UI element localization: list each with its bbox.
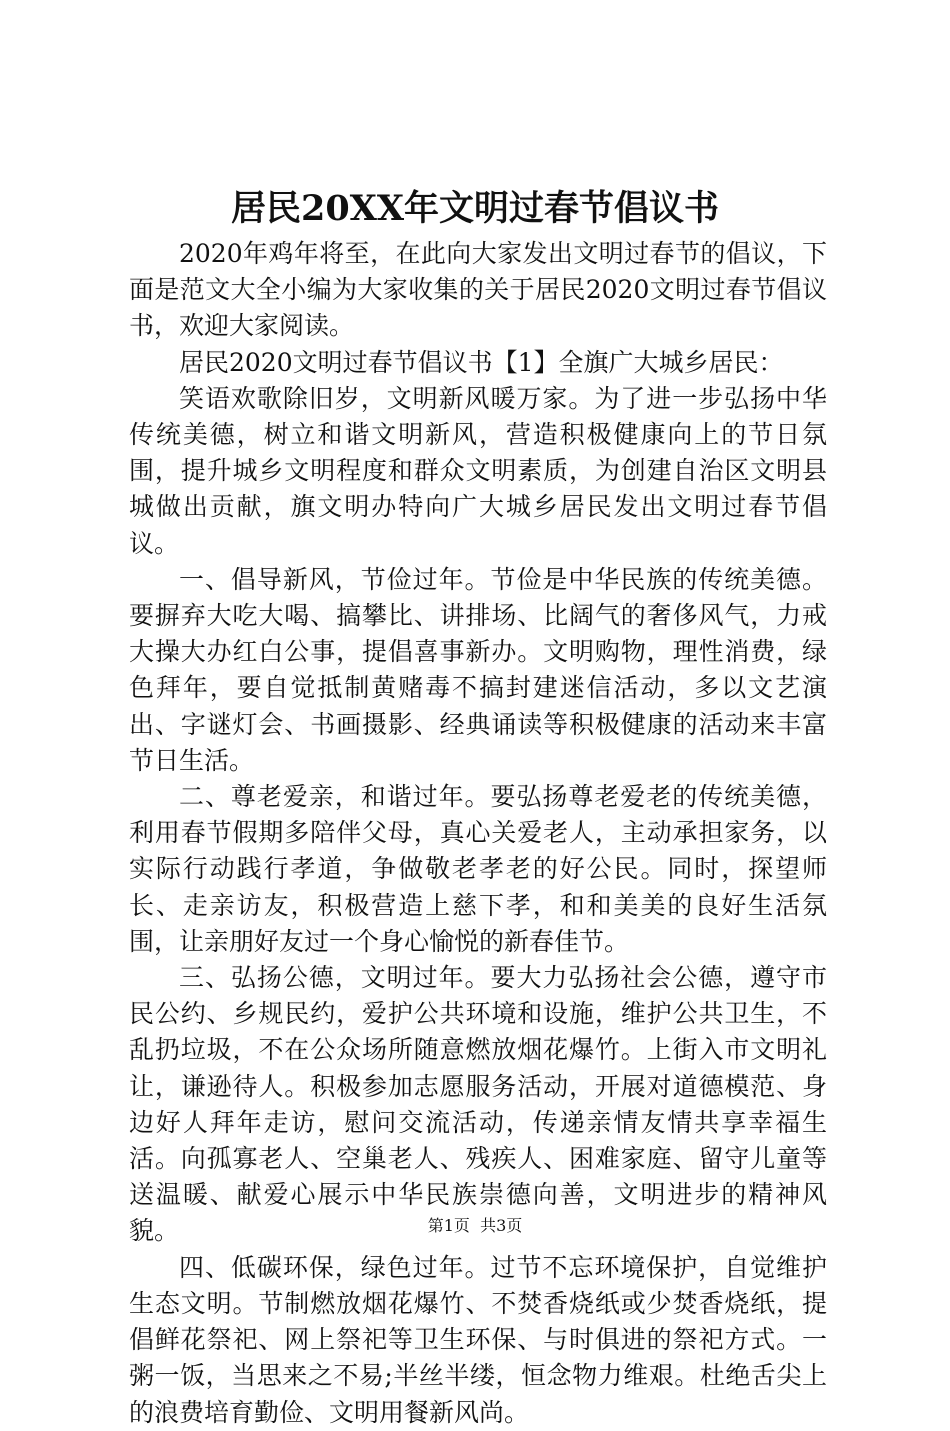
document-title: 居民20XX年文明过春节倡议书 (230, 188, 720, 229)
paragraph-opening: 笑语欢歌除旧岁，文明新风暖万家。为了进一步弘扬中华传统美德，树立和谐文明新风，营造积极健康向上的节日氛围，提升城乡文明程度和群众文明素质，为创建自治区文明县城做出贡献，旗文明办特向广大城乡居民发出文明过春节倡议。 (129, 383, 827, 558)
paragraph-point-1: 一、倡导新风，节俭过年。节俭是中华民族的传统美德。要摒弃大吃大喝、搞攀比、讲排场、比阔气的奢侈风气，力戒大操大办红白公事，提倡喜事新办。文明购物，理性消费，绿色拜年，要自觉抵制黄赌毒不搞封建迷信活动，多以文艺演出、字谜灯会、书画摄影、经典诵读等积极健康的活动来丰富节日生活。 (129, 564, 827, 775)
paragraph-intro: 2020年鸡年将至，在此向大家发出文明过春节的倡议，下面是范文大全小编为大家收集的关于居民2020文明过春节倡议书，欢迎大家阅读。 (129, 239, 827, 341)
page-number-current: 第1页 (427, 1216, 470, 1235)
paragraph-point-3: 三、弘扬公德，文明过年。要大力弘扬社会公德，遵守市民公约、乡规民约，爱护公共环境和设施，维护公共卫生，不乱扔垃圾，不在公众场所随意燃放烟花爆竹。上街入市文明礼让，谦逊待人。积极参加志愿服务活动，开展对道德模范、身边好人拜年走访，慰问交流活动，传递亲情友情共享幸福生活。向孤寡老人、空巢老人、残疾人、困难家庭、留守儿童等送温暖、献爱心展示中华民族崇德向善，文明进步的精神风貌。 (129, 963, 827, 1246)
paragraph-point-2: 二、尊老爱亲，和谐过年。要弘扬尊老爱老的传统美德，利用春节假期多陪伴父母，真心关爱老人，主动承担家务，以实际行动践行孝道，争做敬老孝老的好公民。同时，探望师长、走亲访友，积极营造上慈下孝，和和美美的良好生活氛围，让亲朋好友过一个身心愉悦的新春佳节。 (129, 782, 827, 956)
page-number-total: 共3页 (480, 1216, 523, 1235)
paragraph-point-4: 四、低碳环保，绿色过年。过节不忘环境保护，自觉维护生态文明。节制燃放烟花爆竹、不焚香烧纸或少焚香烧纸，提倡鲜花祭祀、网上祭祀等卫生环保、与时俱进的祭祀方式。一粥一饭，当思来之不易;半丝半缕，恒念物力维艰。杜绝舌尖上的浪费培育勤俭、文明用餐新风尚。 (129, 1252, 827, 1427)
paragraph-heading-1: 居民2020文明过春节倡议书【1】全旗广大城乡居民： (179, 347, 784, 377)
page-footer (0, 1214, 950, 1238)
footer-separator (470, 1216, 480, 1235)
document-body (129, 236, 827, 1431)
